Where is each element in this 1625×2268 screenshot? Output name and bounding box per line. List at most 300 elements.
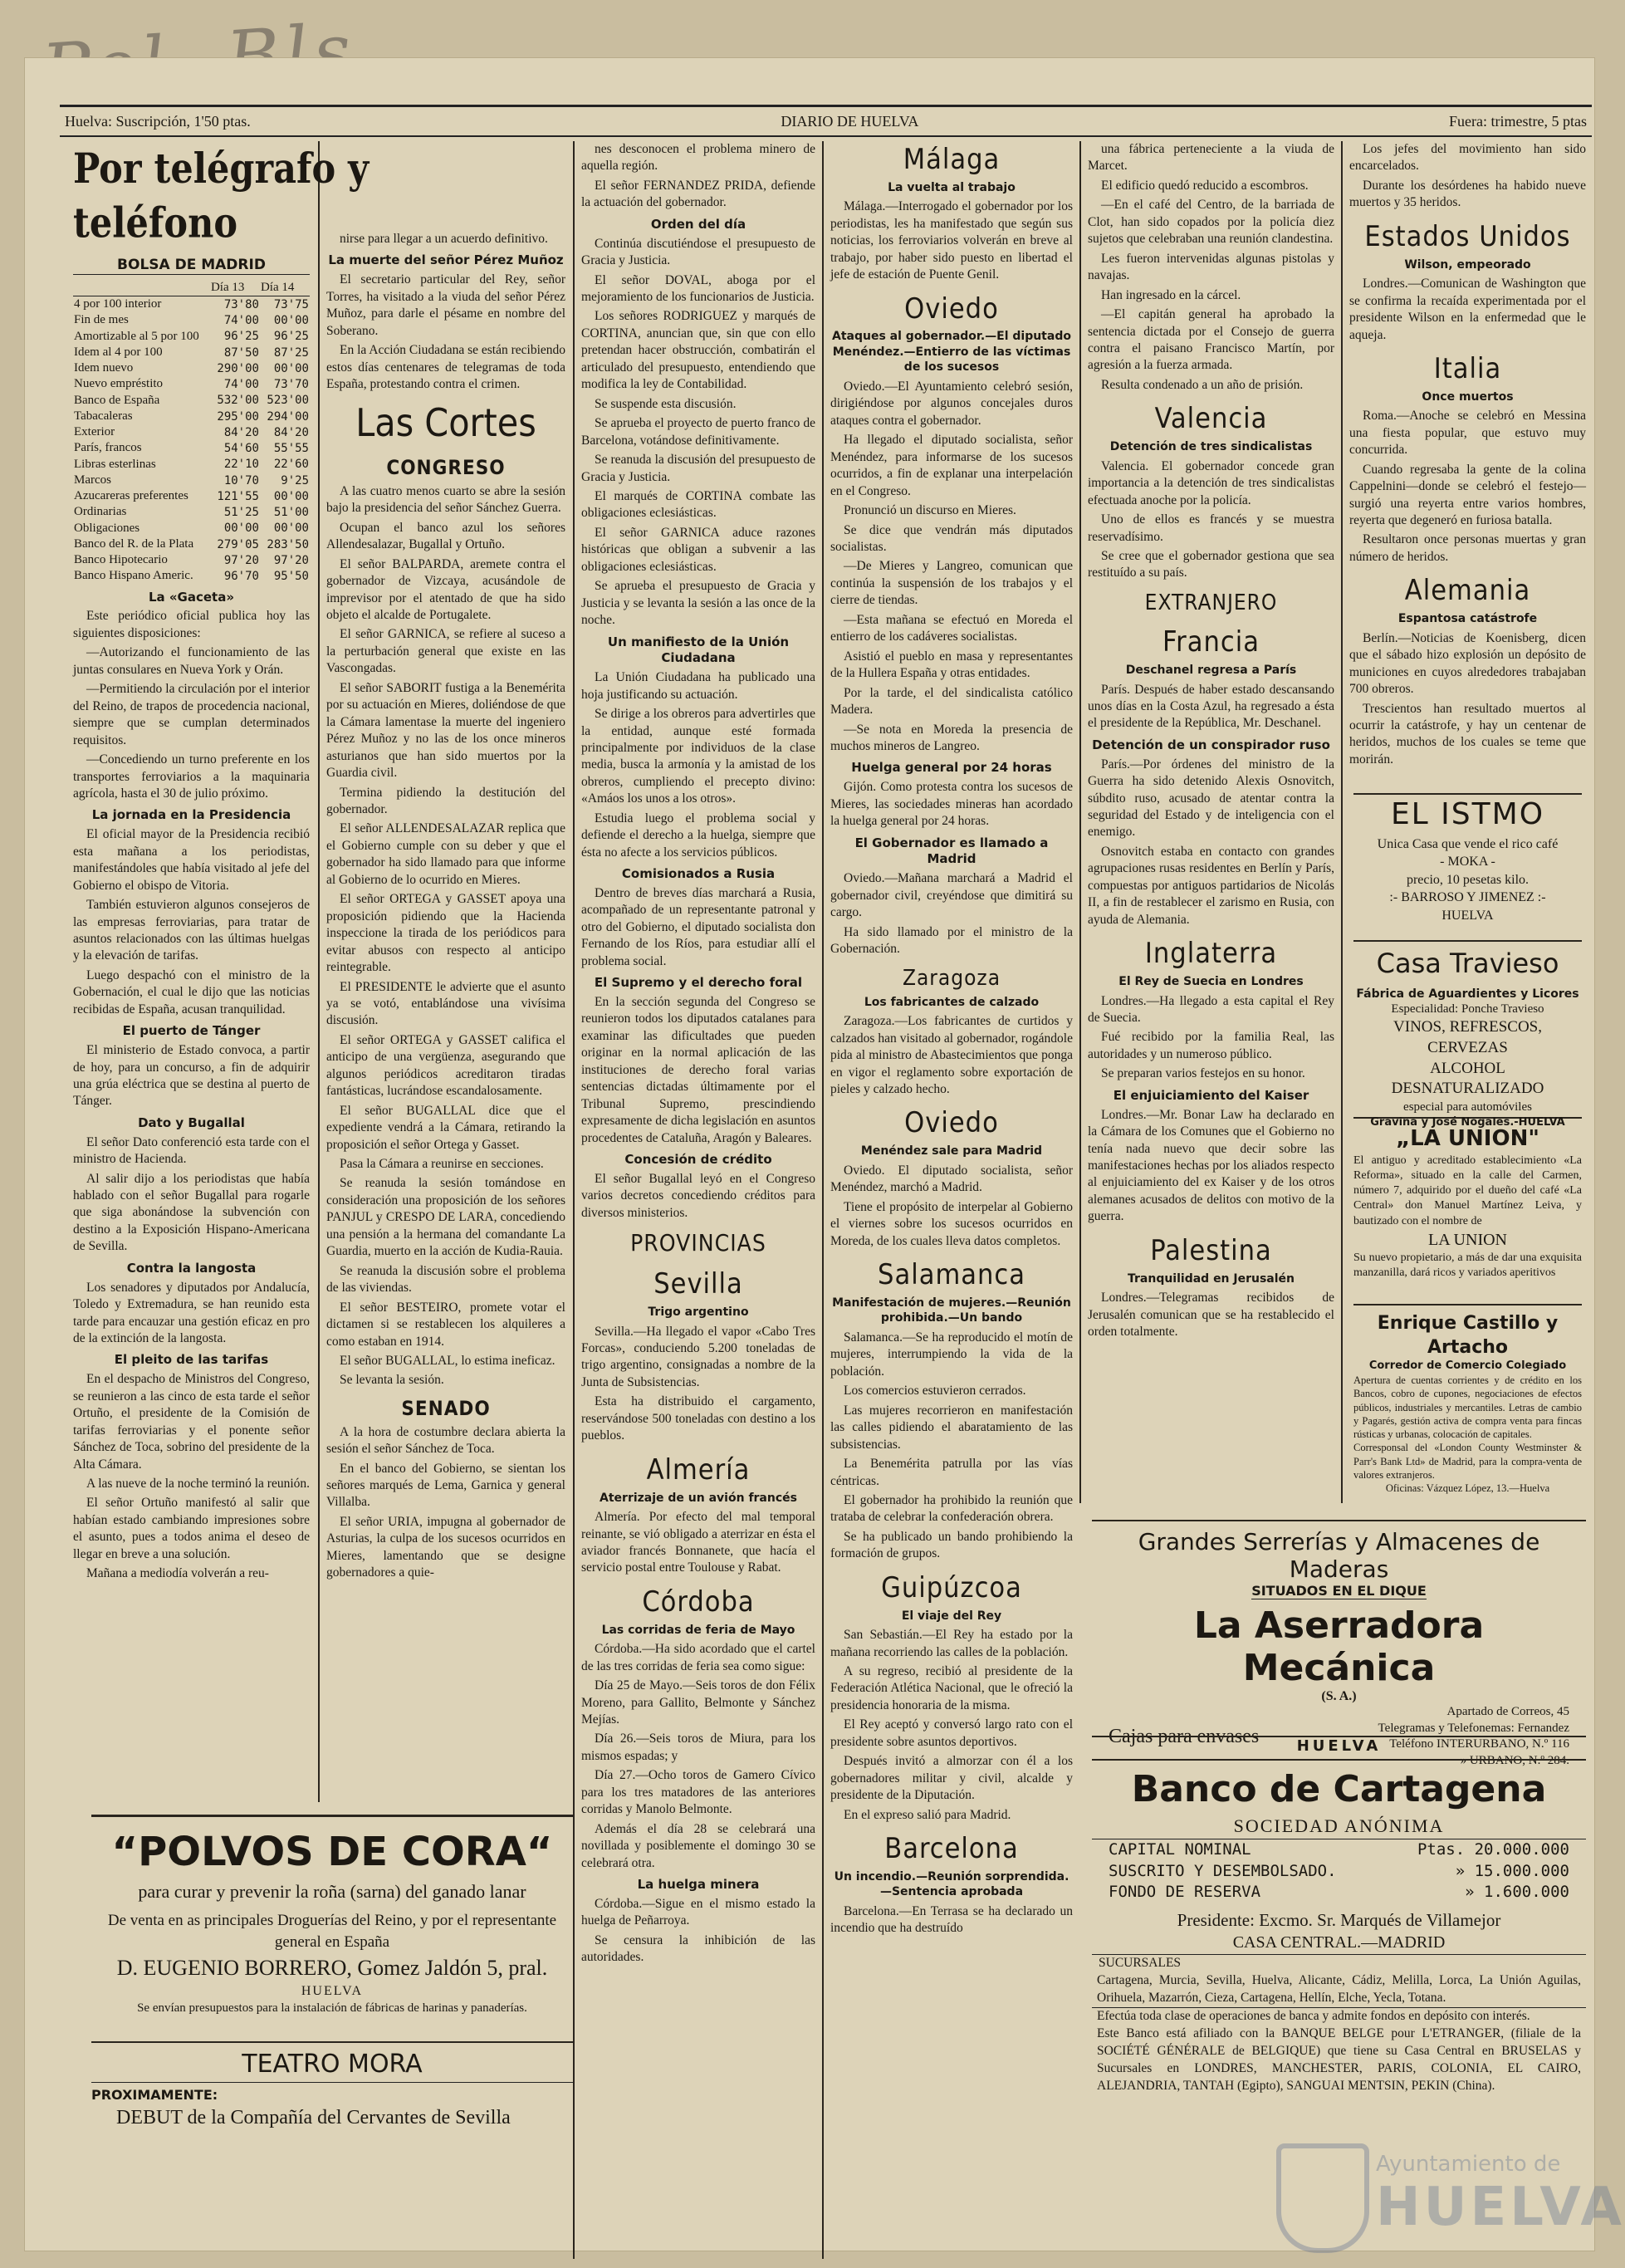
paragraph: Córdoba.—Sigue en el mismo estado la huelga de Peñarroya. bbox=[581, 1896, 815, 1928]
paragraph: Además el día 28 se celebrará una novillada y posiblemente el domingo 30 se celebrará otra. bbox=[581, 1821, 815, 1870]
column-4 bbox=[830, 141, 1073, 2251]
paragraph: El señor SABORIT fustiga a la Benemérita por su actuación en Mieres, doliéndose de que la Cámara lamentase la muerte del ingeniero Pérez Muñoz y no las de los once mineros asturianos que han sido muertos por la Guardia civil. bbox=[326, 680, 565, 781]
ad-castillo-body: Apertura de cuentas corrientes y de crédito en los Bancos, cobro de cupones, negociaciones de efectos públicos, industriales y mercantiles. Letras de cambio y Pagarés, gestión activa de compra venta para fincas rústicas y urbanas, colocación de capitales. bbox=[1353, 1374, 1582, 1441]
paragraph: El señor ORTEGA y GASSET apoya una proposición pidiendo que la Hacienda inspeccione la tirada de los periódicos para evitar abusos con respecto al anticipo reintegrable. bbox=[326, 892, 565, 975]
alemania-title: Alemania bbox=[1404, 574, 1531, 608]
oviedo2-sub: Menéndez sale para Madrid bbox=[860, 1144, 1043, 1158]
paragraph: —Esta mañana se efectuó en Moreda el entierro de los cadáveres socialistas. bbox=[830, 612, 1073, 644]
huelga24-title: Huelga general por 24 horas bbox=[851, 760, 1052, 776]
paragraph: Se aprueba el presupuesto de Gracia y Justicia y se levanta la sesión a las once de la noche. bbox=[581, 579, 815, 628]
palestina-text bbox=[1088, 1290, 1334, 1340]
ad-union-title: „LA UNION" bbox=[1396, 1126, 1539, 1151]
paragraph: Les fueron intervenidas algunas pistolas y navajas. bbox=[1088, 251, 1334, 283]
paragraph: Se dirige a los obreros para advertirles que la entidad, aunque esté formada principalmente por individuos de la clase media, busca la armonía y la amistad de los obreros, cumpliendo el precepto divino: «Amáos los unos a los otros». bbox=[581, 707, 815, 806]
paragraph: Estudia luego el problema social y defiende el derecho a la huelga, siempre que ésta no afecte a los servicios públicos. bbox=[581, 811, 815, 860]
bolsa-price: 22'60 bbox=[273, 458, 309, 472]
malaga-sub: La vuelta al trabajo bbox=[888, 180, 1016, 194]
ad-union-body: El antiguo y acreditado establecimiento «La Reforma», situado en la calle del Carmen, número 7, adquirido por el dueño del café «La Central» don Manuel Martínez Leiva, y bautizado con el nombre de bbox=[1353, 1154, 1582, 1227]
senado-title: SENADO bbox=[401, 1396, 491, 1420]
tarifas-text bbox=[73, 1371, 310, 1582]
bolsa-price: 96'25 bbox=[223, 330, 259, 344]
ad-banco-cartagena bbox=[1092, 1765, 1586, 2163]
malaga-title: Málaga bbox=[903, 143, 1001, 176]
bolsa-security: Nuevo empréstito bbox=[74, 377, 164, 391]
fondo-reserva-value: » 1.600.000 bbox=[1465, 1883, 1569, 1902]
paragraph: En la sección segunda del Congreso se reunieron todos los diputados catalanes para examinar las dificultades que pueden originar en la normal aplicación de las instituciones de derecho foral varias sentencias dictadas últimamente por el Tribunal Supremo, prescindiendo expresamente de dicha legislación en asuntos procedentes de Cataluña, Aragón y Baleares. bbox=[581, 995, 815, 1145]
ad-istmo-line4: :- BARROSO Y JIMENEZ :- bbox=[1389, 890, 1546, 905]
conspirador-text bbox=[1088, 757, 1334, 929]
paragraph: Al salir dijo a los periodistas que había hablado con el señor Bugallal para rogarle que siga abonándose la subvención con destino a la Exposición Hispano-Americana de Sevilla. bbox=[73, 1171, 310, 1254]
bolsa-price: 00'00 bbox=[273, 489, 309, 503]
ad-castillo bbox=[1353, 1312, 1582, 1511]
paragraph: Fué recibido por la familia Real, las autoridades y un numeroso público. bbox=[1088, 1030, 1334, 1061]
paragraph: Valencia. El gobernador concede gran importancia a la detención de tres sindicalistas efectuada anoche por la policía. bbox=[1088, 458, 1334, 507]
paragraph: Oviedo. El diputado socialista, señor Menéndez, marchó a Madrid. bbox=[830, 1163, 1073, 1195]
italia-title: Italia bbox=[1433, 351, 1502, 385]
paragraph: Continúa discutiéndose el presupuesto de Gracia y Justicia. bbox=[581, 236, 815, 268]
bolsa-row bbox=[73, 440, 310, 456]
ad-polvos-line5: Se envían presupuestos para la instalación de fábricas de harinas y panaderías. bbox=[137, 2001, 527, 2016]
paragraph: A las nueve de la noche terminó la reunión. bbox=[86, 1476, 311, 1491]
ad-istmo-line1: Unica Casa que vende el rico café bbox=[1377, 836, 1559, 851]
tanger-text bbox=[73, 1042, 310, 1110]
subscription-outside: Fuera: trimestre, 5 ptas bbox=[1449, 112, 1587, 130]
paragraph: Tiene el propósito de interpelar al Gobierno el viernes sobre los sucesos ocurridos en Moreda, de los cuales lleva datos completos. bbox=[830, 1199, 1073, 1248]
provincias-title: PROVINCIAS bbox=[630, 1229, 766, 1257]
paragraph: Málaga.—Interrogado el gobernador por los periodistas, les ha manifestado que según sus noticias, los ferroviarios volverán en breve al trabajo, por haber sido puesto en libertad el jefe de estación de Puente Genil. bbox=[830, 199, 1073, 282]
ad-castillo-sub: Corredor de Comercio Colegiado bbox=[1368, 1359, 1567, 1373]
paragraph: Los señores RODRIGUEZ y marqués de CORTINA, anuncian que, sin que con ello pretendan hacer obstrucción, combatirán el articulado del presupuesto, entendiendo que modifica la ley de Contabilidad. bbox=[581, 309, 815, 392]
paragraph: Dentro de breves días marchará a Rusia, acompañado de un representante patronal y otro del Gobierno, el diputado socialista don Fernando de los Ríos, para estudiar allí el problema social. bbox=[581, 885, 815, 968]
column-rule bbox=[318, 141, 320, 1802]
ad-cartagena-title: Banco de Cartagena bbox=[1131, 1768, 1547, 1810]
ad-serrerias-cajas: Cajas para envases bbox=[1109, 1725, 1260, 1747]
paragraph: El señor Bugallal leyó en el Congreso varios decretos concediendo créditos para diversos ministerios. bbox=[581, 1171, 815, 1220]
bolsa-price: 279'05 bbox=[217, 537, 259, 551]
bolsa-price: 121'55 bbox=[217, 489, 259, 503]
ad-serrerias-telegramas: Telegramas y Telefonemas: Fernandez bbox=[1378, 1721, 1569, 1735]
paragraph: La Unión Ciudadana ha publicado una hoja justificando su actuación. bbox=[581, 670, 815, 702]
bolsa-price: 10'70 bbox=[223, 473, 259, 487]
inglaterra-sub: El Rey de Suecia en Londres bbox=[1118, 975, 1304, 989]
paragraph: Los jefes del movimiento han sido encarcelados. bbox=[1349, 142, 1586, 174]
salamanca-sub: Manifestación de mujeres.—Reunión prohibida.—Un bando bbox=[832, 1296, 1071, 1325]
paragraph: Almería. Por efecto del mal temporal reinante, se vió obligado a aterrizar en ésta el aviador francés Bonnanete, que hacía el servicio postal entre Toulouse y Rabat. bbox=[581, 1510, 815, 1575]
francia-text bbox=[1088, 682, 1334, 732]
ad-polvos-line4: HUELVA bbox=[301, 1983, 364, 1998]
bolsa-col-b: Día 14 bbox=[260, 280, 310, 296]
valencia-sub: Detención de tres sindicalistas bbox=[1109, 440, 1313, 454]
shield-icon bbox=[1276, 2143, 1369, 2253]
ad-serrerias-telefono: Teléfono INTERURBANO, N.º 116 bbox=[1389, 1737, 1569, 1751]
bolsa-row bbox=[73, 345, 310, 360]
foral-title: El Supremo y el derecho foral bbox=[594, 975, 803, 991]
foral-text bbox=[581, 994, 815, 1147]
paragraph: Londres.—Comunican de Washington que se confirma la recaída experimentada por el presidente Wilson en la enfermedad que le aqueja. bbox=[1349, 277, 1586, 342]
oviedo1-sub: Ataques al gobernador.—El diputado Menéndez.—Entierro de las víctimas de los sucesos bbox=[832, 330, 1071, 375]
paragraph: El gobernador ha prohibido la reunión que trataba de celebrar la confederación obrera. bbox=[830, 1492, 1073, 1525]
bolsa-row bbox=[73, 488, 310, 504]
bolsa-row bbox=[73, 568, 310, 584]
ad-serrerias-urbano: » URBANO, N.º 284. bbox=[1460, 1753, 1569, 1767]
paragraph: El señor Ortuño manifestó al salir que habían estado cambiando impresiones sobre el asunto, pues a todos anima el deseo de llegar en breve a una solución. bbox=[73, 1496, 310, 1561]
paragraph: El oficial mayor de la Presidencia recibió esta mañana a los periodistas, manifestándoles que había visitado al jefe del Gobierno el obispo de Vitoria. bbox=[73, 827, 310, 893]
paragraph: El señor FERNANDEZ PRIDA, defiende la actuación del gobernador. bbox=[581, 178, 815, 210]
paragraph: A su regreso, recibió al presidente de la Federación Atlética Nacional, que le ofreció la presidencia honoraria de la misma. bbox=[830, 1664, 1073, 1712]
bolsa-row bbox=[73, 424, 310, 440]
paragraph: Los senadores y diputados por Andalucía, Toledo y Extremadura, se han reunido esta tarde para encauzar una gestión eficaz en pro de la extinción de la langosta. bbox=[73, 1280, 310, 1345]
fondo-reserva-label: FONDO DE RESERVA bbox=[1109, 1883, 1261, 1902]
bolsa-price: 523'00 bbox=[267, 394, 309, 408]
paragraph: Londres.—Telegramas recibidos de Jerusalén comunican que se ha restablecido el orden totalmente. bbox=[1088, 1291, 1334, 1340]
oviedo1-title: Oviedo bbox=[904, 291, 999, 326]
paragraph: Londres.—Ha llegado a esta capital el Rey de Suecia. bbox=[1088, 993, 1334, 1025]
paragraph: —El capitán general ha aprobado la sentencia dictada por el Consejo de guerra contra el paisano Francisco Martín, por agresión a la fuerza armada. bbox=[1088, 307, 1334, 373]
union-title: Un manifiesto de la Unión Ciudadana bbox=[607, 634, 790, 666]
llamado-title: El Gobernador es llamado a Madrid bbox=[854, 835, 1049, 867]
paragraph: Trescientos han resultado muertos al ocurrir la catástrofe, y hay un centenar de heridos, muchos de los cuales se teme que morirán. bbox=[1349, 701, 1586, 767]
bolsa-price: 00'00 bbox=[273, 314, 309, 328]
ad-istmo-line3: precio, 10 pesetas kilo. bbox=[1406, 872, 1530, 887]
ad-cartagena-ops: Efectúa toda clase de operaciones de banca y admite fondos en depósito con interés. bbox=[1097, 2009, 1530, 2024]
bolsa-price: 51'00 bbox=[273, 506, 309, 520]
barcelona-title: Barcelona bbox=[884, 1832, 1019, 1866]
ad-travieso-line4: ALCOHOL DESNATURALIZADO bbox=[1391, 1059, 1544, 1098]
paragraph: Oviedo.—El Ayuntamiento celebró sesión, dirigiéndose por algunos concejales duros ataques contra el gobernador. bbox=[830, 379, 1073, 428]
paragraph: El señor Dato conferenció esta tarde con el ministro de Hacienda. bbox=[73, 1134, 310, 1167]
paragraph: El edificio quedó reducido a escombros. bbox=[1101, 178, 1309, 193]
paragraph: Salamanca.—Se ha reproducido el motín de mujeres, interrumpiendo la vida de la población. bbox=[830, 1330, 1073, 1379]
oviedo1-text bbox=[830, 379, 1073, 756]
bolsa-price: 22'10 bbox=[223, 458, 259, 472]
paragraph: Pasa la Cámara a reunirse en secciones. bbox=[340, 1157, 544, 1172]
bolsa-row bbox=[73, 360, 310, 376]
column-rule bbox=[573, 141, 575, 2259]
paragraph: Resultaron once personas muertas y gran número de heridos. bbox=[1349, 532, 1586, 564]
paragraph: Se levanta la sesión. bbox=[340, 1373, 444, 1388]
paragraph: Roma.—Anoche se celebró en Messina una fiesta popular, que estuvo muy concurrida. bbox=[1349, 409, 1586, 458]
column-5 bbox=[1088, 141, 1334, 1503]
capital-suscrito-value: » 15.000.000 bbox=[1455, 1861, 1569, 1880]
paragraph: Osnovitch estaba en contacto con grandes agrupaciones rusas residentes en Berlín y París, compuestas por antiguos partidarios de Nicolás II, a fin de restablecer el zarismo en Rusia, con ayuda de Alemania. bbox=[1088, 844, 1334, 927]
credito-title: Concesión de crédito bbox=[624, 1152, 772, 1168]
bolsa-security: Banco del R. de la Plata bbox=[74, 536, 194, 551]
paragraph: El Rey aceptó y conversó largo rato con el presidente sobre asuntos deportivos. bbox=[830, 1717, 1073, 1749]
watermark-small: Ayuntamiento de bbox=[1376, 2152, 1561, 2177]
bolsa-price: 00'00 bbox=[273, 361, 309, 375]
bolsa-price: 9'25 bbox=[281, 473, 309, 487]
paragraph: Zaragoza.—Los fabricantes de curtidos y calzados han visitado al gobernador, rogándole pida al ministro de Abastecimientos que ponga en vigor el reglamento sobre exportación de pieles y calzado hecho. bbox=[830, 1014, 1073, 1097]
jornada-text bbox=[73, 826, 310, 1018]
paragraph: —De Mieres y Langreo, comunican que continúa la suspensión de los trabajos y el cierre de tiendas. bbox=[830, 559, 1073, 608]
column-rule bbox=[822, 141, 824, 2259]
ad-istmo-line2: - MOKA - bbox=[1440, 855, 1495, 869]
paragraph: El señor BUGALLAL dice que el expediente vendrá a la Cámara, retirando la proposición el señor Ortega y Gasset. bbox=[326, 1103, 565, 1152]
kaiser-text bbox=[1088, 1107, 1334, 1226]
paragraph: Londres.—Mr. Bonar Law ha declarado en la Cámara de los Comunes que el Gobierno no tenía nada nuevo que decir sobre las manifestaciones hechas por los aliados respecto al enjuiciamiento del ex Kaiser y de los otros alemanes acusados de delitos con motivo de la guerra. bbox=[1088, 1107, 1334, 1224]
llamado-text bbox=[830, 870, 1073, 958]
huelga24-text bbox=[830, 779, 1073, 830]
ad-serrerias-apartado: Apartado de Correos, 45 bbox=[1446, 1705, 1569, 1718]
bolsa-col-a: Día 13 bbox=[210, 280, 260, 296]
paragraph: Oviedo.—Mañana marchará a Madrid el gobernador civil, creyéndose que dimitirá su cargo. bbox=[830, 871, 1073, 920]
column-rule bbox=[1079, 141, 1081, 1503]
congreso-title: CONGRESO bbox=[386, 456, 506, 480]
bolsa-price: 73'70 bbox=[273, 378, 309, 392]
dato-text bbox=[73, 1134, 310, 1256]
alemania-sub: Espantosa catástrofe bbox=[1397, 612, 1538, 626]
ad-travieso-line6: Gravina y José Nogales.-HUELVA bbox=[1370, 1115, 1565, 1129]
almeria-text bbox=[581, 1509, 815, 1577]
bolsa-price: 283'50 bbox=[267, 537, 309, 551]
bolsa-price: 532'00 bbox=[217, 394, 259, 408]
bolsa-security: Tabacaleras bbox=[74, 409, 133, 423]
sevilla-sub: Trigo argentino bbox=[648, 1305, 749, 1320]
zaragoza-sub: Los fabricantes de calzado bbox=[864, 995, 1040, 1009]
orden-title: Orden del día bbox=[650, 216, 746, 232]
bolsa-price: 74'00 bbox=[223, 314, 259, 328]
bolsa-security: Idem al 4 por 100 bbox=[74, 345, 163, 359]
paragraph: —Autorizando el funcionamiento de las juntas consulares en Nueva York y Orán. bbox=[73, 645, 310, 677]
jornada-title: La jornada en la Presidencia bbox=[91, 807, 291, 823]
bolsa-row bbox=[73, 504, 310, 520]
rusia-text bbox=[581, 885, 815, 970]
paragraph: Se censura la inhibición de las autoridades. bbox=[581, 1932, 815, 1965]
bolsa-security: Idem nuevo bbox=[74, 361, 134, 375]
paragraph: El señor ALLENDESALAZAR replica que el Gobierno cumple con su deber y que el gobernador ha sido llamado para que informe al Gobierno de lo ocurrido en Mieres. bbox=[326, 821, 565, 887]
paragraph: El señor URIA, impugna al gobernador de Asturias, la culpa de los sucesos ocurridos en Mieres, lamentando que se designe gobernadores a quie- bbox=[326, 1514, 565, 1580]
bolsa-row bbox=[73, 296, 310, 313]
tanger-title: El puerto de Tánger bbox=[122, 1023, 261, 1039]
ad-cartagena-sub: SOCIEDAD ANÓNIMA bbox=[1092, 1814, 1586, 1839]
guipuzcoa-sub: El viaje del Rey bbox=[901, 1609, 1002, 1623]
bolsa-price: 290'00 bbox=[217, 361, 259, 375]
column-1 bbox=[73, 141, 370, 1802]
almeria-sub: Aterrizaje de un avión francés bbox=[600, 1491, 797, 1505]
paragraph: A las cuatro menos cuarto se abre la sesión bajo la presidencia del señor Sánchez Guerra. bbox=[326, 483, 565, 516]
bolsa-price: 00'00 bbox=[223, 522, 259, 536]
capital-nominal-value: Ptas. 20.000.000 bbox=[1417, 1840, 1569, 1859]
ad-cartagena-presidente: Presidente: Excmo. Sr. Marqués de Villamejor bbox=[1177, 1910, 1501, 1930]
paragraph: Se cree que el gobernador gestiona que sea restituído a su país. bbox=[1088, 548, 1334, 580]
ad-union-tail: Su nuevo propietario, a más de dar una exquisita manzanilla, dará ricos y variados aperitivos bbox=[1353, 1251, 1582, 1279]
bolsa-price: 54'60 bbox=[223, 442, 259, 456]
cordoba-text bbox=[581, 1641, 815, 1872]
bolsa-security: Banco de España bbox=[74, 393, 160, 407]
ad-polvos-line1: para curar y prevenir la roña (sarna) del ganado lanar bbox=[138, 1880, 526, 1902]
bolsa-price: 74'00 bbox=[223, 378, 259, 392]
malaga-text bbox=[830, 198, 1073, 283]
paragraph: Cuando regresaba la gente de la colina Cappelnini—donde se celebró el festejo—surgió una reyerta entre varios hombres, reyerta que degeneró en furiosa batalla. bbox=[1349, 462, 1586, 528]
bolsa-row bbox=[73, 409, 310, 424]
paragraph: París. Después de haber estado descansando unos días en la Costa Azul, ha regresado a ésta el presidente de la República, Mr. Deschanel. bbox=[1088, 682, 1334, 731]
bolsa-row bbox=[73, 521, 310, 536]
ad-teatro-prox: PROXIMAMENTE: bbox=[91, 2082, 573, 2104]
paragraph: San Sebastián.—El Rey ha estado por la mañana recorriendo las calles de la población. bbox=[830, 1628, 1073, 1659]
col5-intro bbox=[1088, 141, 1334, 394]
paragraph: El marqués de CORTINA combate las obligaciones eclesiásticas. bbox=[581, 488, 815, 521]
salamanca-title: Salamanca bbox=[878, 1258, 1025, 1292]
barcelona-sub: Un incendio.—Reunión sorprendida.—Sentencia aprobada bbox=[834, 1869, 1069, 1899]
congreso-text bbox=[326, 483, 565, 1389]
sevilla-text bbox=[581, 1324, 815, 1445]
bolsa-price: 87'50 bbox=[223, 345, 259, 360]
eeuu-sub: Wilson, empeorado bbox=[1404, 257, 1531, 272]
rusia-title: Comisionados a Rusia bbox=[621, 866, 776, 882]
paragraph: El señor GARNICA, se refiere al suceso a la perturbación general que existe en las Vascongadas. bbox=[326, 627, 565, 676]
paragraph: El secretario particular del Rey, señor Torres, ha visitado a la viuda del señor Pérez Muñoz, para darle el pésame en nombre del Soberano. bbox=[326, 272, 565, 338]
bolsa-security: Libras esterlinas bbox=[74, 457, 156, 471]
paragraph: Barcelona.—En Terrasa se ha declarado un incendio que ha destruído bbox=[830, 1903, 1073, 1936]
paragraph: Después invitó a almorzar con él a los gobernadores militar y civil, alcalde y presidente de la Diputación. bbox=[830, 1754, 1073, 1803]
paragraph: Durante los desórdenes ha habido nueve muertos y 35 heridos. bbox=[1349, 178, 1586, 210]
ad-castillo-office: Oficinas: Vázquez López, 13.—Huelva bbox=[1385, 1482, 1550, 1495]
bolsa-row bbox=[73, 393, 310, 409]
munoz-title: La muerte del señor Pérez Muñoz bbox=[328, 252, 564, 268]
paper-name: DIARIO DE HUELVA bbox=[781, 112, 919, 130]
sevilla-title: Sevilla bbox=[653, 1267, 743, 1301]
bolsa-security: Obligaciones bbox=[74, 521, 140, 535]
extranjero-title: EXTRANJERO bbox=[1144, 590, 1278, 615]
ad-la-union bbox=[1353, 1125, 1582, 1305]
paragraph: El señor ORTEGA y GASSET califica el anticipo de una vergüenza, asegurando que algunos periódicos acreditaron tiradas fantásticas, lucrándose escandalosamente. bbox=[326, 1032, 565, 1099]
paragraph: una fábrica perteneciente a la viuda de Marcet. bbox=[1088, 142, 1334, 174]
eeuu-title: Estados Unidos bbox=[1364, 219, 1571, 253]
ad-teatro-line: DEBUT de la Compañía del Cervantes de Sevilla bbox=[116, 2107, 511, 2129]
ad-travieso-line3: VINOS, REFRESCOS, CERVEZAS bbox=[1393, 1018, 1542, 1056]
bolsa-price: 51'25 bbox=[223, 506, 259, 520]
paragraph: La Benemérita patrulla por las vías céntricas. bbox=[830, 1457, 1073, 1488]
ad-serrerias-title: Grandes Serrerías y Almacenes de Maderas bbox=[1138, 1528, 1540, 1583]
ad-polvos-line3: D. EUGENIO BORRERO, Gomez Jaldón 5, pral. bbox=[116, 1955, 548, 1980]
zaragoza-text bbox=[830, 1013, 1073, 1098]
inglaterra-text bbox=[1088, 993, 1334, 1083]
paragraph: También estuvieron algunos consejeros de las empresas ferroviarias, para tratar de asuntos relacionados con las últimas huelgas y la elevación de tarifas. bbox=[73, 898, 310, 963]
watermark-large: HUELVA bbox=[1376, 2177, 1625, 2238]
zaragoza-title: Zaragoza bbox=[902, 966, 1001, 992]
bolsa-price: 96'70 bbox=[223, 570, 259, 584]
paragraph: Se preparan varios festejos en su honor. bbox=[1101, 1066, 1305, 1081]
paragraph: —Permitiendo la circulación por el interior del Reino, de trapos de procedencia nacional, siempre que se cumplan determinados requisitos. bbox=[73, 682, 310, 747]
paragraph: El señor BUGALLAL, lo estima ineficaz. bbox=[340, 1354, 556, 1369]
paragraph: Se reanuda la discusión del presupuesto de Gracia y Justicia. bbox=[581, 453, 815, 484]
ad-serrerias-sa: (S. A.) bbox=[1321, 1689, 1357, 1703]
bolsa-security: Amortizable al 5 por 100 bbox=[74, 329, 199, 343]
ad-castillo-corr: Corresponsal del «London County Westminster & Parr's Bank Ltd» de Madrid, para la compra-venta de valores extranjeros. bbox=[1353, 1442, 1582, 1481]
huelga-title: La huelga minera bbox=[637, 1877, 760, 1893]
paragraph: Día 26.—Seis toros de Miura, para los mismos espadas; y bbox=[581, 1732, 815, 1763]
ad-travieso bbox=[1353, 947, 1582, 1129]
ad-polvos-line2: De venta en as principales Droguerías del Reino, y por el representante general en España bbox=[107, 1912, 557, 1952]
ad-travieso-line1: Fábrica de Aguardientes y Licores bbox=[1356, 987, 1579, 1001]
bolsa-price: 73'75 bbox=[273, 297, 309, 311]
almeria-title: Almería bbox=[646, 1452, 751, 1487]
bolsa-price: 55'55 bbox=[273, 442, 309, 456]
paragraph: Uno de ellos es francés y se muestra reservadísimo. bbox=[1088, 512, 1334, 544]
ad-polvos-cora bbox=[91, 1815, 573, 2043]
paragraph: El señor BESTEIRO, promete votar el dictamen si se restablecen los alquileres a como estaban en 1914. bbox=[326, 1300, 565, 1349]
bolsa-price: 294'00 bbox=[267, 409, 309, 424]
ad-istmo-line5: HUELVA bbox=[1441, 908, 1494, 923]
bolsa-row bbox=[73, 473, 310, 488]
kaiser-title: El enjuiciamiento del Kaiser bbox=[1113, 1087, 1309, 1103]
paragraph: Se aprueba el proyecto de puerto franco de Barcelona, votándose definitivamente. bbox=[581, 416, 815, 448]
ad-cartagena-central: CASA CENTRAL.—MADRID bbox=[1092, 1932, 1586, 1955]
paragraph: Se reanuda la sesión tomándose en consideración una proposición de los señores PANJUL y CRESPO DE LARA, concediendo una pensión a la hermana del comandante La Guardia, muerto en la acción de Kudia-Rauia. bbox=[326, 1176, 565, 1259]
valencia-title: Valencia bbox=[1154, 402, 1268, 436]
gaceta-title: La «Gaceta» bbox=[148, 589, 235, 605]
paragraph: Berlín.—Noticias de Koenisberg, dicen que el sábado hizo explosión un depósito de municiones en cuyos alrededores trabajaban 700 obreros. bbox=[1349, 630, 1586, 697]
cordoba-sub: Las corridas de feria de Mayo bbox=[601, 1623, 795, 1637]
ad-istmo bbox=[1353, 793, 1582, 942]
langosta-text bbox=[73, 1280, 310, 1348]
paragraph: Luego despachó con el ministro de la Gobernación, el cual le dijo que las noticias recibidas de España, acusan tranquilidad. bbox=[73, 967, 310, 1016]
paragraph: Por la tarde, el del sindicalista católico Madera. bbox=[830, 685, 1073, 718]
ad-union-name: LA UNION bbox=[1428, 1230, 1507, 1249]
paragraph: En la Acción Ciudadana se están recibiendo estos días centenares de telegramas de toda España, protestando contra el crimen. bbox=[326, 343, 566, 391]
paragraph: Las mujeres recorrieron en manifestación las calles pidiendo el abaratamiento de las subsistencias. bbox=[830, 1403, 1073, 1452]
ad-istmo-title: EL ISTMO bbox=[1390, 797, 1545, 831]
paragraph: Esta ha distribuido el cargamento, reservándose 500 toneladas con destino a los pueblos. bbox=[581, 1394, 815, 1443]
bolsa-security: París, francos bbox=[74, 441, 142, 455]
paragraph: Ocupan el banco azul los señores Allendesalazar, Bugallal y Ortuño. bbox=[326, 520, 565, 552]
paragraph: Día 25 de Mayo.—Seis toros de don Félix Moreno, para Gallito, Belmonte y Sánchez Mejías. bbox=[581, 1678, 815, 1727]
palestina-title: Palestina bbox=[1150, 1233, 1272, 1267]
paragraph: París.—Por órdenes del ministro de la Guerra ha sido detenido Alexis Osnovitch, súbdito ruso, acusado de atentar contra la seguridad del Estado y de inteligencia con el enemigo. bbox=[1088, 757, 1334, 840]
bolsa-security: Azucareras preferentes bbox=[74, 489, 188, 503]
bolsa-security: Banco Hipotecario bbox=[74, 553, 168, 567]
barcelona-text bbox=[830, 1903, 1073, 1937]
column-rule bbox=[1341, 141, 1343, 1503]
subscription-local: Huelva: Suscripción, 1'50 ptas. bbox=[65, 112, 251, 130]
inglaterra-title: Inglaterra bbox=[1144, 937, 1278, 971]
paragraph: Córdoba.—Ha sido acordado que el cartel de las tres corridas de feria sea como sigue: bbox=[581, 1642, 815, 1673]
ad-teatro-mora bbox=[91, 2047, 573, 2163]
orden-text bbox=[581, 236, 815, 629]
paragraph: —Se nota en Moreda la presencia de muchos mineros de Langreo. bbox=[830, 722, 1073, 753]
bolsa-security: Exterior bbox=[74, 425, 115, 439]
bolsa-price: 87'25 bbox=[273, 345, 309, 360]
palestina-sub: Tranquilidad en Jerusalén bbox=[1127, 1271, 1295, 1286]
paragraph: Gijón. Como protesta contra los sucesos de Mieres, las sociedades mineras han acordado la huelga general por 24 horas. bbox=[830, 780, 1073, 829]
capital-nominal-label: CAPITAL NOMINAL bbox=[1109, 1840, 1251, 1859]
senado-text bbox=[326, 1424, 565, 1582]
section-masthead: Por telégrafo y teléfono bbox=[73, 145, 370, 247]
ad-serrerias-sub: SITUADOS EN EL DIQUE bbox=[1251, 1583, 1427, 1599]
ad-cartagena-belge: Este Banco está afiliado con la BANQUE BELGE pour L'ETRANGER, (filiale de la SOCIÉTÉ GÉNÉRALE de BELGIQUE) que tiene su Casa Central en BRUSELAS y Sucursales en LONDRES, MANCHESTER, PARIS, COLONIA, EL CAIRO, ALEJANDRIA, TANTAH (Egipto), SANGUAI MENTSIN, PEKIN (China). bbox=[1097, 2026, 1581, 2093]
paragraph: Pronunció un discurso en Mieres. bbox=[844, 503, 1016, 518]
bolsa-row bbox=[73, 312, 310, 328]
bolsa-price: 95'50 bbox=[273, 570, 309, 584]
credito-text bbox=[581, 1171, 815, 1222]
bolsa-price: 73'80 bbox=[223, 297, 259, 311]
ad-serrerias-name: La Aserradora Mecánica bbox=[1193, 1604, 1485, 1689]
paragraph: Mañana a mediodía volverán a reu- bbox=[86, 1566, 269, 1581]
bolsa-price: 84'20 bbox=[273, 425, 309, 439]
paragraph: Ha sido llamado por el ministro de la Gobernación. bbox=[830, 924, 1073, 956]
paragraph: nes desconocen el problema minero de aquella región. bbox=[581, 142, 815, 174]
col6-intro bbox=[1349, 141, 1586, 212]
bolsa-security: 4 por 100 interior bbox=[74, 297, 162, 311]
paragraph: El señor GARNICA aduce razones históricas que obligan a subvenir a las obligaciones eclesiásticas. bbox=[581, 525, 815, 574]
francia-title: Francia bbox=[1162, 625, 1260, 659]
paragraph: Resulta condenado a un año de prisión. bbox=[1101, 377, 1304, 392]
bolsa-price: 96'25 bbox=[273, 330, 309, 344]
paragraph: En el banco del Gobierno, se sientan los señores marqués de Lema, Garnica y general Villalba. bbox=[326, 1461, 565, 1510]
bolsa-price: 97'20 bbox=[223, 553, 259, 567]
column-3 bbox=[581, 141, 815, 2251]
paragraph: Ha llegado el diputado socialista, señor Menéndez, para informarse de los sucesos ocurridos, a fin de explanar una interpelación en el Congreso. bbox=[830, 433, 1073, 498]
